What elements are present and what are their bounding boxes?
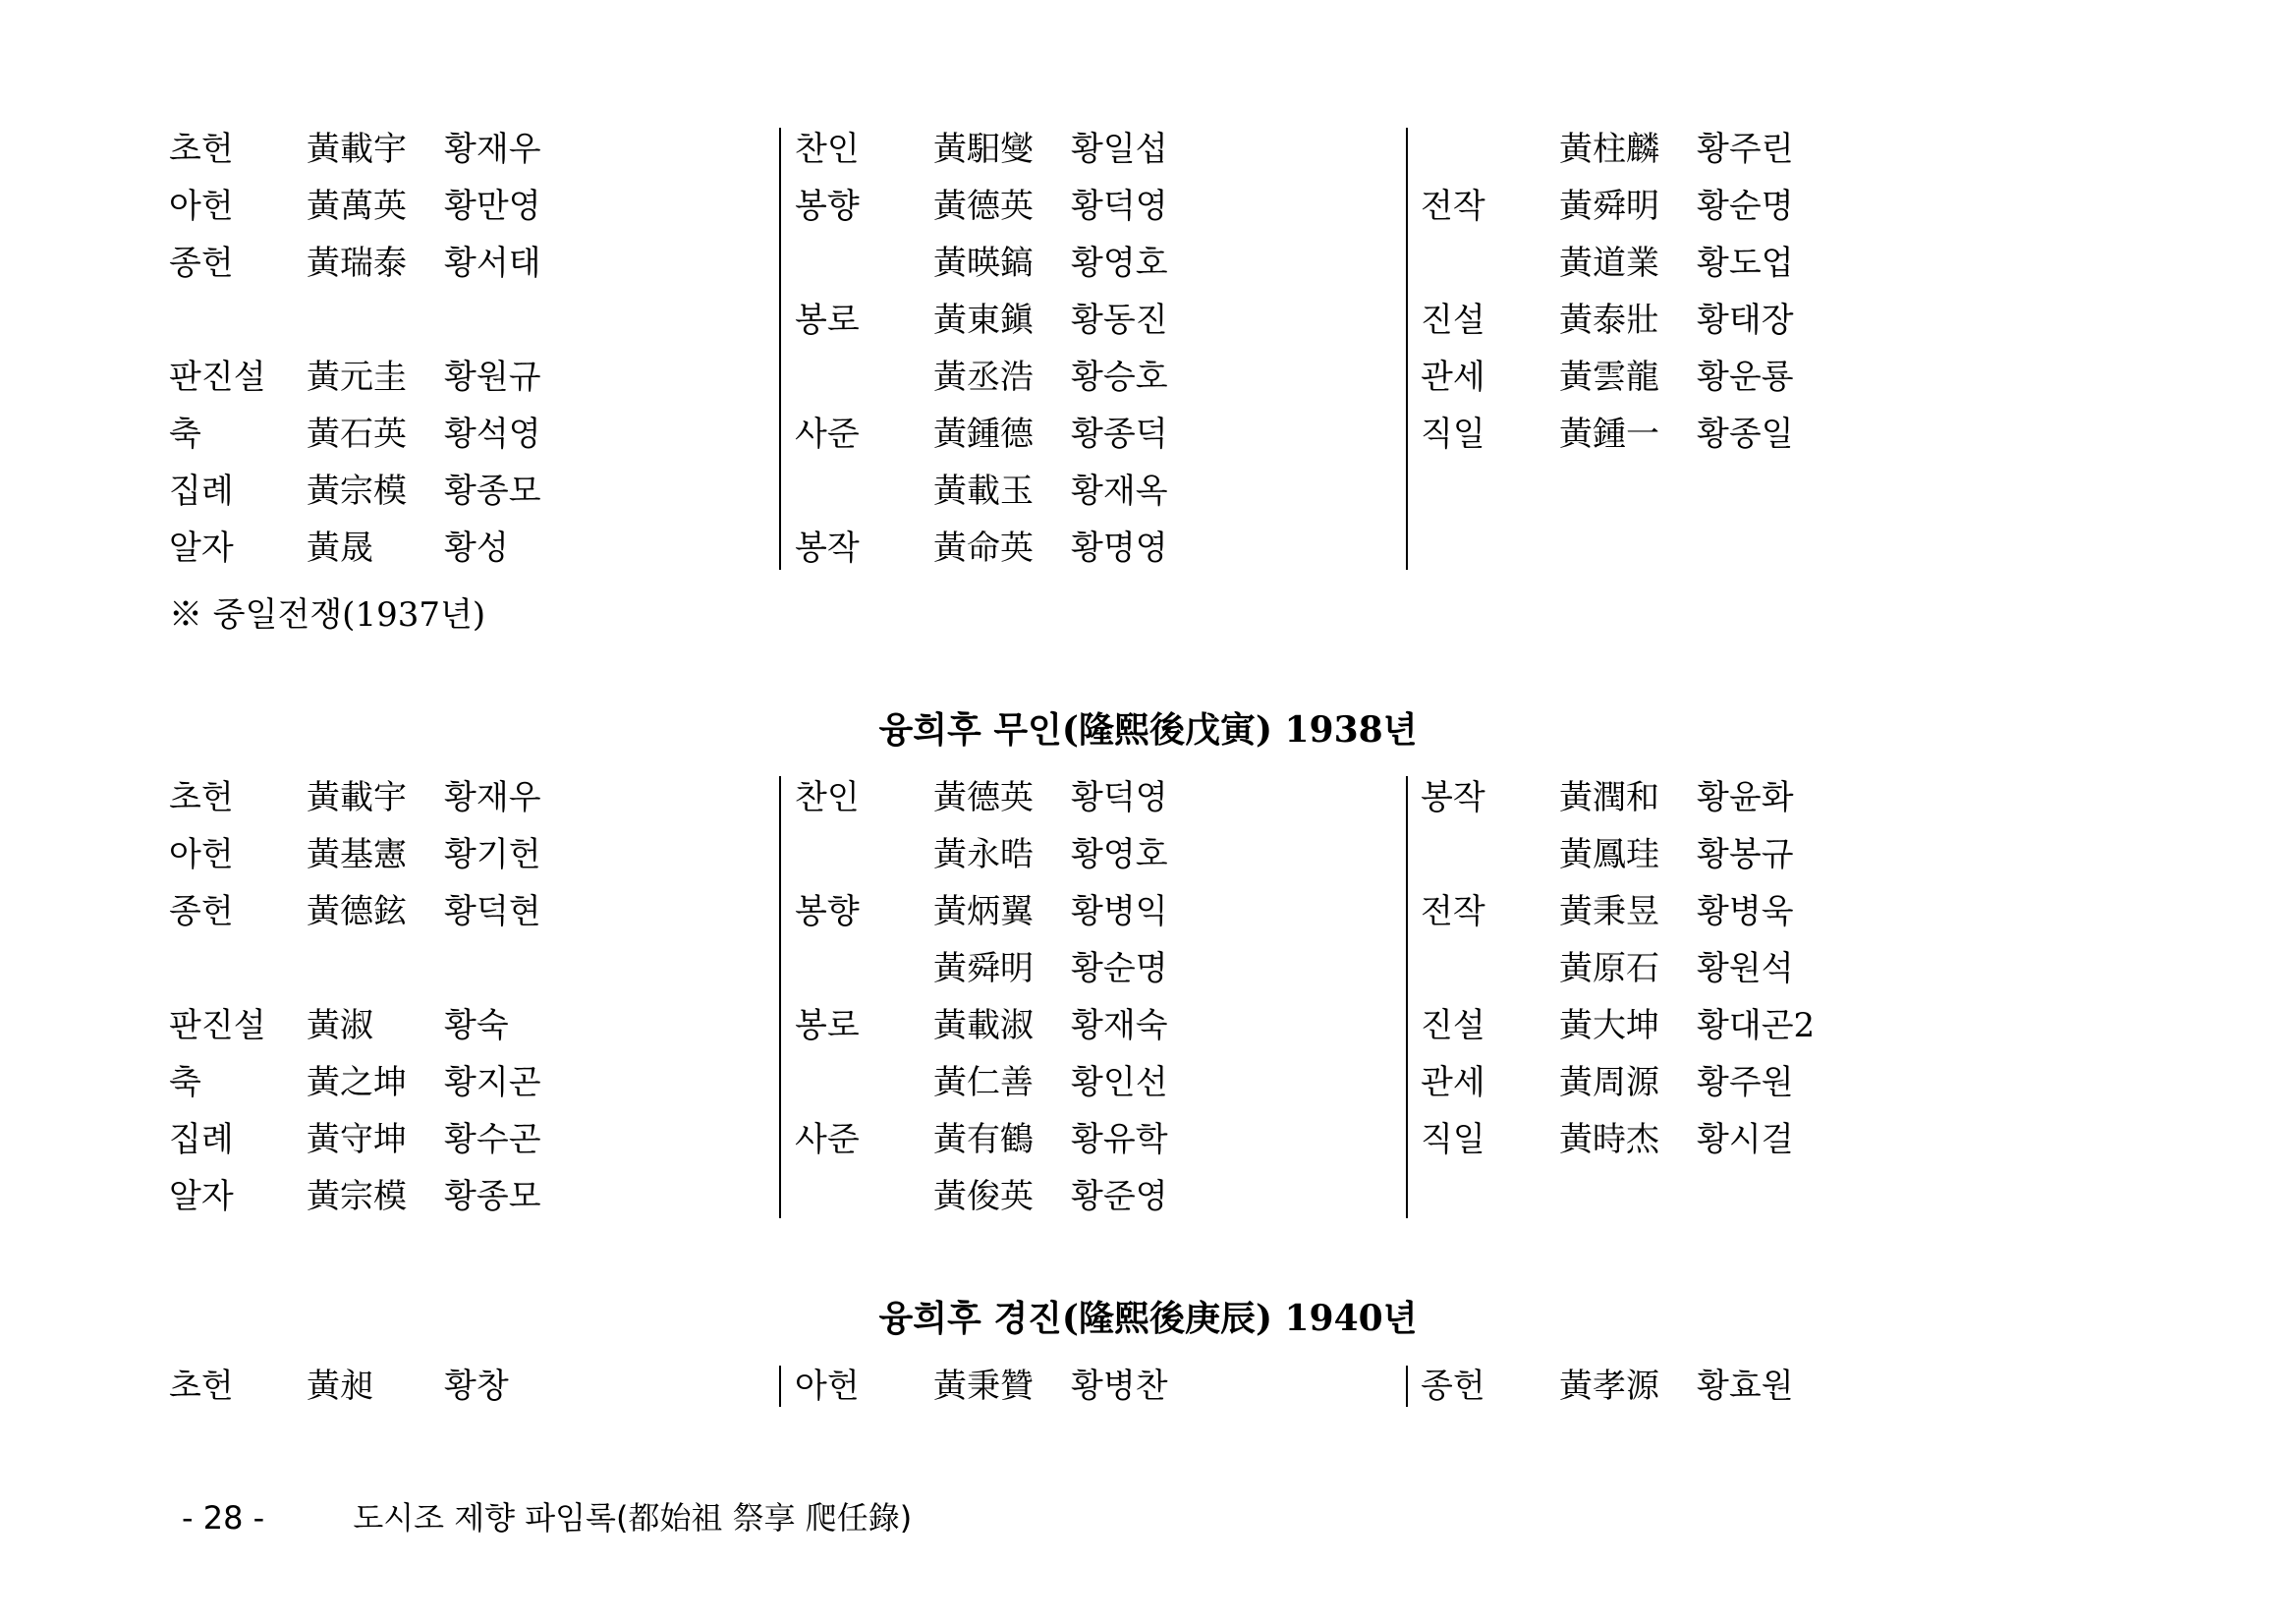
hanja-name: 黃潤和 [1559, 778, 1659, 817]
hangul-name: 황원규 [444, 358, 541, 397]
historical-note: ※ 중일전쟁(1937년) [169, 595, 486, 635]
hangul-name: 황준영 [1071, 1177, 1168, 1216]
hangul-name: 황승호 [1071, 358, 1168, 397]
hangul-name: 황순명 [1071, 949, 1168, 988]
hanja-name: 黃東鎭 [933, 301, 1034, 340]
hangul-name: 황덕영 [1071, 778, 1168, 817]
roster-row [0, 235, 2296, 292]
role-label: 종헌 [1421, 1367, 1485, 1406]
hangul-name: 황재우 [444, 778, 541, 817]
hangul-name: 황석영 [444, 415, 541, 454]
hanja-name: 黃大坤 [1559, 1006, 1659, 1045]
hanja-name: 黃昶 [307, 1367, 373, 1406]
role-label: 찬인 [795, 130, 860, 169]
hanja-name: 黃基憲 [307, 835, 407, 874]
hangul-name: 황종모 [444, 472, 541, 511]
roster-row [0, 463, 2296, 520]
hanja-name: 黃雲龍 [1559, 358, 1659, 397]
hanja-name: 黃舜明 [933, 949, 1034, 988]
hangul-name: 황도업 [1697, 244, 1794, 283]
hangul-name: 황윤화 [1697, 778, 1794, 817]
hangul-name: 황성 [444, 529, 509, 568]
role-label: 사준 [795, 415, 860, 454]
hanja-name: 黃周源 [1559, 1063, 1659, 1102]
hanja-name: 黃德英 [933, 187, 1034, 226]
hangul-name: 황지곤 [444, 1063, 541, 1102]
hanja-name: 黃丞浩 [933, 358, 1034, 397]
role-label: 찬인 [795, 778, 860, 817]
hanja-name: 黃有鶴 [933, 1120, 1034, 1159]
hangul-name: 황기헌 [444, 835, 541, 874]
roster-row [0, 1054, 2296, 1111]
hanja-name: 黃晟 [307, 529, 373, 568]
role-label: 축 [169, 415, 201, 454]
hangul-name: 황대곤2 [1697, 1006, 1816, 1045]
role-label: 초헌 [169, 778, 234, 817]
hanja-name: 黃暎鎬 [933, 244, 1034, 283]
hangul-name: 황일섭 [1071, 130, 1168, 169]
hanja-name: 黃瑞泰 [307, 244, 407, 283]
hanja-name: 黃宗模 [307, 472, 407, 511]
hanja-name: 黃命英 [933, 529, 1034, 568]
role-label: 직일 [1421, 1120, 1485, 1159]
hangul-name: 황원석 [1697, 949, 1794, 988]
hangul-name: 황재옥 [1071, 472, 1168, 511]
hangul-name: 황명영 [1071, 529, 1168, 568]
hangul-name: 황시걸 [1697, 1120, 1794, 1159]
hanja-name: 黃永晧 [933, 835, 1034, 874]
role-label: 초헌 [169, 130, 234, 169]
hanja-name: 黃之坤 [307, 1063, 407, 1102]
roster-row [0, 883, 2296, 940]
section-heading-1938: 융희후 무인(隆熙後戊寅) 1938년 [878, 709, 1418, 751]
hanja-name: 黃舜明 [1559, 187, 1659, 226]
hanja-name: 黃秉贊 [933, 1367, 1034, 1406]
roster-row [0, 940, 2296, 997]
hanja-name: 黃萬英 [307, 187, 407, 226]
role-label: 관세 [1421, 358, 1485, 397]
hangul-name: 황운룡 [1697, 358, 1794, 397]
roster-row [0, 349, 2296, 406]
hangul-name: 황병익 [1071, 892, 1168, 931]
hangul-name: 황영호 [1071, 244, 1168, 283]
hangul-name: 황순명 [1697, 187, 1794, 226]
role-label: 종헌 [169, 244, 234, 283]
roster-row [0, 826, 2296, 883]
hangul-name: 황병욱 [1697, 892, 1794, 931]
roster-row [0, 997, 2296, 1054]
hanja-name: 黃秉昱 [1559, 892, 1659, 931]
role-label: 종헌 [169, 892, 234, 931]
page-footer [182, 1493, 912, 1538]
role-label: 관세 [1421, 1063, 1485, 1102]
hangul-name: 황유학 [1071, 1120, 1168, 1159]
hanja-name: 黃馹燮 [933, 130, 1034, 169]
hanja-name: 黃俊英 [933, 1177, 1034, 1216]
hanja-name: 黃載宇 [307, 778, 407, 817]
hanja-name: 黃柱麟 [1559, 130, 1659, 169]
hanja-name: 黃守坤 [307, 1120, 407, 1159]
hangul-name: 황종일 [1697, 415, 1794, 454]
hangul-name: 황주원 [1697, 1063, 1794, 1102]
role-label: 진설 [1421, 1006, 1485, 1045]
role-label: 아헌 [795, 1367, 860, 1406]
hanja-name: 黃淑 [307, 1006, 373, 1045]
hangul-name: 황주린 [1697, 130, 1794, 169]
role-label: 판진설 [169, 358, 266, 397]
hangul-name: 황종덕 [1071, 415, 1168, 454]
hanja-name: 黃石英 [307, 415, 407, 454]
hangul-name: 황태장 [1697, 301, 1794, 340]
role-label: 봉로 [795, 301, 860, 340]
hangul-name: 황인선 [1071, 1063, 1168, 1102]
hanja-name: 黃載淑 [933, 1006, 1034, 1045]
roster-row [0, 178, 2296, 235]
hangul-name: 황덕현 [444, 892, 541, 931]
hangul-name: 황수곤 [444, 1120, 541, 1159]
hangul-name: 황재우 [444, 130, 541, 169]
hangul-name: 황봉규 [1697, 835, 1794, 874]
role-label: 초헌 [169, 1367, 234, 1406]
footer-title: 도시조 제향 파임록(都始祖 祭享 爬任錄) [353, 1499, 913, 1537]
hangul-name: 황효원 [1697, 1367, 1794, 1406]
role-label: 아헌 [169, 835, 234, 874]
role-label: 봉작 [795, 529, 860, 568]
hangul-name: 황동진 [1071, 301, 1168, 340]
role-label: 집례 [169, 472, 234, 511]
hanja-name: 黃鳳珪 [1559, 835, 1659, 874]
roster-row [0, 1358, 2296, 1415]
hanja-name: 黃宗模 [307, 1177, 407, 1216]
role-label: 봉로 [795, 1006, 860, 1045]
roster-row [0, 769, 2296, 826]
hanja-name: 黃德英 [933, 778, 1034, 817]
hanja-name: 黃時杰 [1559, 1120, 1659, 1159]
hanja-name: 黃道業 [1559, 244, 1659, 283]
roster-row [0, 520, 2296, 577]
role-label: 축 [169, 1063, 201, 1102]
hangul-name: 황영호 [1071, 835, 1168, 874]
roster-row [0, 406, 2296, 463]
hanja-name: 黃鍾一 [1559, 415, 1659, 454]
hangul-name: 황덕영 [1071, 187, 1168, 226]
hanja-name: 黃載宇 [307, 130, 407, 169]
hanja-name: 黃原石 [1559, 949, 1659, 988]
hanja-name: 黃泰壯 [1559, 301, 1659, 340]
role-label: 알자 [169, 1177, 234, 1216]
hanja-name: 黃載玉 [933, 472, 1034, 511]
hangul-name: 황종모 [444, 1177, 541, 1216]
role-label: 봉향 [795, 892, 860, 931]
hangul-name: 황숙 [444, 1006, 509, 1045]
hanja-name: 黃炳翼 [933, 892, 1034, 931]
role-label: 아헌 [169, 187, 234, 226]
role-label: 진설 [1421, 301, 1485, 340]
roster-row [0, 1168, 2296, 1225]
role-label: 알자 [169, 529, 234, 568]
role-label: 전작 [1421, 187, 1485, 226]
hangul-name: 황만영 [444, 187, 541, 226]
hanja-name: 黃仁善 [933, 1063, 1034, 1102]
role-label: 봉작 [1421, 778, 1485, 817]
hangul-name: 황창 [444, 1367, 509, 1406]
hangul-name: 황서태 [444, 244, 541, 283]
role-label: 사준 [795, 1120, 860, 1159]
hanja-name: 黃德鉉 [307, 892, 407, 931]
hanja-name: 黃鍾德 [933, 415, 1034, 454]
hanja-name: 黃元圭 [307, 358, 407, 397]
role-label: 전작 [1421, 892, 1485, 931]
section-heading-1940: 융희후 경진(隆熙後庚辰) 1940년 [878, 1298, 1418, 1339]
role-label: 직일 [1421, 415, 1485, 454]
roster-row [0, 121, 2296, 178]
hanja-name: 黃孝源 [1559, 1367, 1659, 1406]
role-label: 판진설 [169, 1006, 266, 1045]
role-label: 집례 [169, 1120, 234, 1159]
role-label: 봉향 [795, 187, 860, 226]
hangul-name: 황재숙 [1071, 1006, 1168, 1045]
hangul-name: 황병찬 [1071, 1367, 1168, 1406]
roster-row [0, 292, 2296, 349]
roster-row [0, 1111, 2296, 1168]
page-number: - 28 - [182, 1499, 265, 1537]
